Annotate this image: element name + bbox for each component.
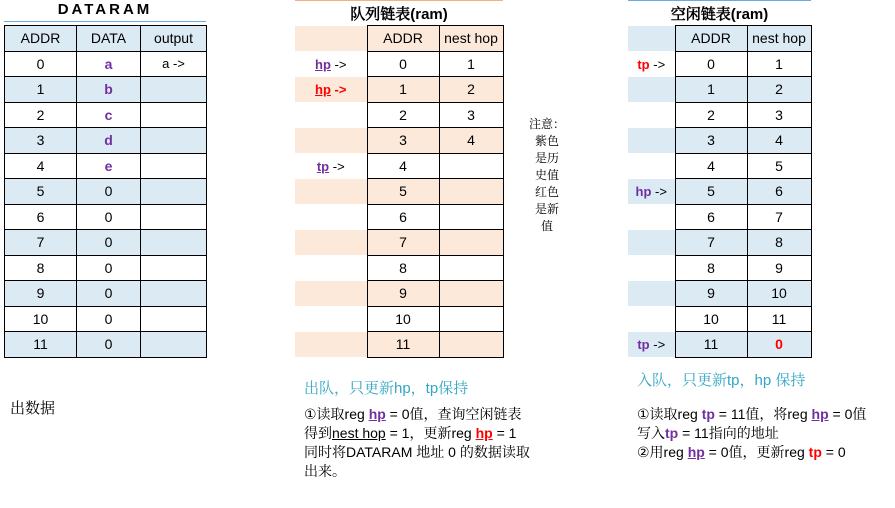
queue-pointer-cell [295, 281, 367, 307]
note-line: 值 [540, 219, 553, 233]
queue-addr-cell: 8 [367, 255, 439, 281]
free-pointer-label [637, 57, 665, 72]
dataram-row [5, 332, 207, 358]
dataram-table [4, 25, 207, 358]
queue-row [295, 179, 503, 205]
free-hop-cell: 11 [747, 306, 811, 332]
queue-row [295, 306, 503, 332]
queue-desc-line-3: 同时将DATARAM 地址 0 的数据读取 [304, 444, 530, 460]
dataram-output-cell [141, 179, 207, 205]
free-row [628, 51, 811, 77]
queue-hop-cell: 4 [439, 128, 503, 154]
free-pointer-cell [628, 128, 675, 154]
dataram-output-cell [141, 255, 207, 281]
free-addr-cell: 8 [675, 255, 747, 281]
dataram-data-cell: 0 [77, 255, 141, 281]
queue-header-row [295, 26, 503, 52]
dataram-row [5, 204, 207, 230]
dataram-data-cell: 0 [77, 179, 141, 205]
queue-addr-cell: 11 [367, 332, 439, 358]
queue-heading: 出队，只更新hp，tp保持 [304, 380, 469, 397]
dataram-addr-cell: 9 [5, 281, 77, 307]
free-addr-cell: 7 [675, 230, 747, 256]
queue-row [295, 51, 503, 77]
free-pointer-cell [628, 281, 675, 307]
queue-hop-cell: 3 [439, 102, 503, 128]
free-header-row [628, 26, 811, 52]
free-pointer-cell [628, 306, 675, 332]
free-row [628, 204, 811, 230]
queue-pointer-name: hp [315, 82, 331, 98]
free-pointer-arrow: -> [653, 337, 666, 353]
free-header-cell: ADDR [675, 26, 747, 52]
free-row [628, 179, 811, 205]
free-pointer-cell [628, 51, 675, 77]
free-hop-cell: 1 [747, 51, 811, 77]
dataram-data-cell: b [77, 77, 141, 103]
free-row [628, 128, 811, 154]
queue-pointer-cell [295, 77, 367, 103]
free-pointer-label [636, 184, 667, 199]
free-addr-cell: 3 [675, 128, 747, 154]
queue-row [295, 77, 503, 103]
dataram-data-cell: 0 [77, 306, 141, 332]
dataram-data-cell: 0 [77, 281, 141, 307]
queue-row [295, 332, 503, 358]
free-row [628, 77, 811, 103]
dataram-output-cell [141, 77, 207, 103]
dataram-title-underline [4, 21, 206, 22]
free-pointer-cell [628, 204, 675, 230]
free-pointer-cell [628, 153, 675, 179]
free-pointer-name: hp [635, 184, 652, 200]
free-table [628, 25, 812, 358]
free-hop-cell: 0 [747, 332, 811, 358]
queue-row [295, 204, 503, 230]
free-pointer-cell [628, 179, 675, 205]
dataram-row [5, 281, 207, 307]
dataram-output-cell: a -> [141, 51, 207, 77]
free-row [628, 306, 811, 332]
dataram-addr-cell: 1 [5, 77, 77, 103]
free-hop-cell: 6 [747, 179, 811, 205]
dataram-row [5, 102, 207, 128]
free-pointer-arrow: -> [653, 56, 666, 72]
dataram-header-row [5, 26, 207, 52]
free-row [628, 332, 811, 358]
color-note [527, 116, 567, 235]
queue-row [295, 281, 503, 307]
queue-pointer-cell [295, 332, 367, 358]
free-pointer-label [637, 337, 665, 352]
queue-pointer-arrow: -> [334, 56, 347, 72]
queue-addr-cell: 2 [367, 102, 439, 128]
queue-title-underline [295, 0, 503, 1]
dataram-output-cell [141, 153, 207, 179]
dataram-data-cell: d [77, 128, 141, 154]
queue-table [295, 25, 504, 358]
free-pointer-cell [628, 102, 675, 128]
queue-hop-cell [439, 281, 503, 307]
free-pointer-cell [628, 230, 675, 256]
dataram-data-cell: e [77, 153, 141, 179]
free-pointer-arrow: -> [655, 184, 667, 200]
free-header-cell: nest hop [747, 26, 811, 52]
queue-addr-cell: 3 [367, 128, 439, 154]
dataram-addr-cell: 10 [5, 306, 77, 332]
free-hop-cell: 5 [747, 153, 811, 179]
queue-pointer-label [315, 82, 346, 97]
queue-pointer-cell [295, 204, 367, 230]
queue-addr-cell: 10 [367, 306, 439, 332]
free-addr-cell: 11 [675, 332, 747, 358]
dataram-output-cell [141, 281, 207, 307]
free-desc-line-2: 写入tp = 11指向的地址 [637, 425, 779, 441]
dataram-header-cell: ADDR [5, 26, 77, 52]
queue-hop-cell [439, 204, 503, 230]
free-desc-line-3: ②用reg hp = 0值，更新reg tp = 0 [637, 444, 846, 460]
free-addr-cell: 10 [675, 306, 747, 332]
dataram-row [5, 255, 207, 281]
queue-header-cell: ADDR [367, 26, 439, 52]
free-hop-cell: 10 [747, 281, 811, 307]
queue-row [295, 153, 503, 179]
free-title: 空闲链表(ram) [670, 6, 769, 23]
free-pointer-cell [628, 332, 675, 358]
dataram-output-cell [141, 306, 207, 332]
queue-header-cell: nest hop [439, 26, 503, 52]
free-hop-cell: 7 [747, 204, 811, 230]
dataram-row [5, 230, 207, 256]
dataram-header-cell: output [141, 26, 207, 52]
dataram-output-cell [141, 204, 207, 230]
free-pointer-cell [628, 255, 675, 281]
note-line: 注意： [528, 117, 565, 131]
free-addr-cell: 1 [675, 77, 747, 103]
dataram-row [5, 128, 207, 154]
queue-addr-cell: 1 [367, 77, 439, 103]
free-title-underline [628, 0, 811, 1]
free-addr-cell: 4 [675, 153, 747, 179]
queue-pointer-cell [295, 128, 367, 154]
note-line: 是新 [534, 202, 559, 216]
queue-hop-cell [439, 306, 503, 332]
dataram-addr-cell: 8 [5, 255, 77, 281]
queue-pointer-cell [295, 306, 367, 332]
free-heading: 入队，只更新tp，hp 保持 [637, 372, 806, 389]
free-pointer-name: tp [637, 56, 650, 72]
free-pointer-name: tp [637, 337, 650, 353]
free-addr-cell: 6 [675, 204, 747, 230]
dataram-data-cell: 0 [77, 204, 141, 230]
queue-addr-cell: 7 [367, 230, 439, 256]
dataram-addr-cell: 2 [5, 102, 77, 128]
dataram-title: DATARAM [57, 1, 153, 18]
free-row [628, 102, 811, 128]
dataram-row [5, 306, 207, 332]
dataram-caption: 出数据 [10, 400, 56, 417]
free-row [628, 281, 811, 307]
free-hop-cell: 2 [747, 77, 811, 103]
dataram-data-cell: a [77, 51, 141, 77]
free-hop-cell: 4 [747, 128, 811, 154]
queue-row [295, 230, 503, 256]
queue-row [295, 128, 503, 154]
free-hop-cell: 3 [747, 102, 811, 128]
queue-row [295, 255, 503, 281]
dataram-data-cell: c [77, 102, 141, 128]
dataram-addr-cell: 0 [5, 51, 77, 77]
note-line: 紫色 [534, 134, 559, 148]
dataram-header-cell: DATA [77, 26, 141, 52]
free-row [628, 230, 811, 256]
queue-hop-cell: 1 [439, 51, 503, 77]
queue-addr-cell: 6 [367, 204, 439, 230]
dataram-output-cell [141, 332, 207, 358]
queue-row [295, 102, 503, 128]
queue-hop-cell [439, 255, 503, 281]
dataram-addr-cell: 5 [5, 179, 77, 205]
free-desc-line-1: ①读取reg tp = 11值，将reg hp = 0值 [637, 406, 867, 422]
queue-addr-cell: 4 [367, 153, 439, 179]
free-row [628, 255, 811, 281]
queue-header-blank [295, 26, 367, 52]
queue-title: 队列链表(ram) [350, 6, 448, 23]
queue-pointer-cell [295, 230, 367, 256]
queue-pointer-cell [295, 153, 367, 179]
queue-hop-cell: 2 [439, 77, 503, 103]
queue-pointer-cell [295, 179, 367, 205]
dataram-addr-cell: 7 [5, 230, 77, 256]
queue-addr-cell: 5 [367, 179, 439, 205]
free-addr-cell: 0 [675, 51, 747, 77]
note-line: 史值 [534, 168, 559, 182]
dataram-row [5, 51, 207, 77]
queue-hop-cell [439, 332, 503, 358]
queue-pointer-cell [295, 255, 367, 281]
dataram-row [5, 77, 207, 103]
free-addr-cell: 9 [675, 281, 747, 307]
note-line: 是历 [534, 151, 559, 165]
queue-pointer-name: tp [316, 158, 330, 174]
dataram-output-cell [141, 128, 207, 154]
queue-pointer-name: hp [315, 56, 331, 72]
dataram-addr-cell: 3 [5, 128, 77, 154]
free-description [637, 405, 895, 462]
queue-pointer-cell [295, 102, 367, 128]
free-row [628, 153, 811, 179]
queue-hop-cell [439, 230, 503, 256]
queue-hop-cell [439, 153, 503, 179]
free-pointer-cell [628, 77, 675, 103]
queue-addr-cell: 9 [367, 281, 439, 307]
queue-pointer-label [317, 159, 345, 174]
note-line: 红色 [534, 185, 559, 199]
queue-pointer-arrow: -> [332, 158, 345, 174]
dataram-output-cell [141, 230, 207, 256]
dataram-output-cell [141, 102, 207, 128]
queue-pointer-cell [295, 51, 367, 77]
dataram-row [5, 153, 207, 179]
dataram-row [5, 179, 207, 205]
dataram-addr-cell: 11 [5, 332, 77, 358]
free-hop-cell: 8 [747, 230, 811, 256]
free-addr-cell: 5 [675, 179, 747, 205]
queue-hop-cell [439, 179, 503, 205]
queue-addr-cell: 0 [367, 51, 439, 77]
free-hop-cell: 9 [747, 255, 811, 281]
free-header-blank [628, 26, 675, 52]
dataram-addr-cell: 4 [5, 153, 77, 179]
queue-pointer-label [315, 57, 346, 72]
queue-desc-line-2: 得到nest hop = 1，更新reg hp = 1 [304, 425, 517, 441]
dataram-addr-cell: 6 [5, 204, 77, 230]
queue-desc-line-1: ①读取reg hp = 0值，查询空闲链表 [304, 406, 522, 422]
free-addr-cell: 2 [675, 102, 747, 128]
dataram-data-cell: 0 [77, 230, 141, 256]
queue-description [304, 405, 564, 481]
queue-desc-line-4: 出来。 [304, 463, 346, 479]
queue-pointer-arrow: -> [334, 82, 347, 98]
dataram-data-cell: 0 [77, 332, 141, 358]
